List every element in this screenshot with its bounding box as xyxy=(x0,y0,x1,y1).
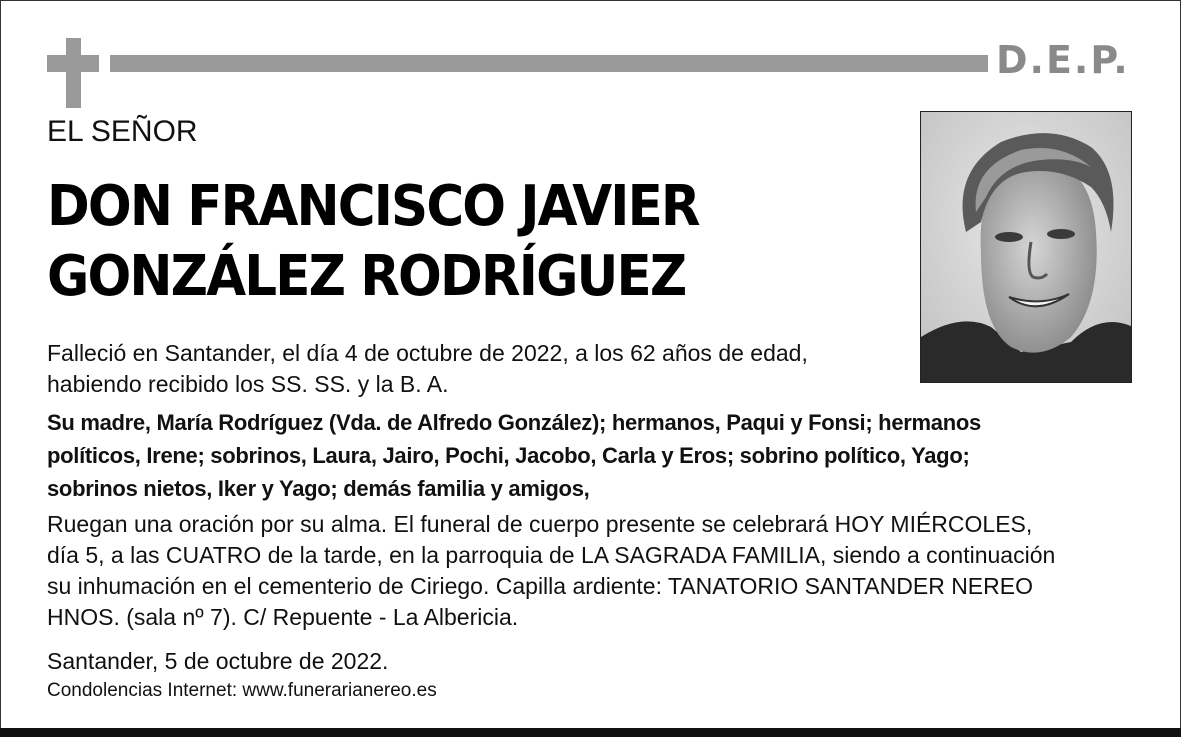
title-prefix: EL SEÑOR xyxy=(47,115,198,148)
funeral-line: día 5, a las CUATRO de la tarde, en la parroquia de LA SAGRADA FAMILIA, siendo a continuación xyxy=(47,542,1056,568)
family-line: Su madre, María Rodríguez (Vda. de Alfredo González); hermanos, Paqui y Fonsi; hermanos xyxy=(47,410,981,435)
funeral-line: HNOS. (sala nº 7). C/ Repuente - La Albericia. xyxy=(47,604,519,630)
family-line: sobrinos nietos, Iker y Yago; demás familia y amigos, xyxy=(47,476,590,501)
place-date: Santander, 5 de octubre de 2022. xyxy=(47,648,389,674)
death-notice xyxy=(47,338,808,400)
funeral-line: su inhumación en el cementerio de Ciriego. Capilla ardiente: TANATORIO SANTANDER NEREO xyxy=(47,573,1033,599)
deceased-name xyxy=(47,172,699,312)
bottom-border xyxy=(0,728,1181,737)
name-line-2: GONZÁLEZ RODRÍGUEZ xyxy=(47,244,686,309)
death-notice-line: Falleció en Santander, el día 4 de octubre de 2022, a los 62 años de edad, xyxy=(47,340,808,366)
death-notice-line: habiendo recibido los SS. SS. y la B. A. xyxy=(47,371,449,397)
condolences-link[interactable]: Condolencias Internet: www.funerarianereo.es xyxy=(47,680,437,701)
family-list xyxy=(47,406,981,505)
header-rule xyxy=(110,55,988,72)
portrait-photo-icon xyxy=(920,111,1132,383)
name-line-1: DON FRANCISCO JAVIER xyxy=(47,174,699,239)
dep-label: D.E.P. xyxy=(996,38,1130,82)
funeral-line: Ruegan una oración por su alma. El funeral de cuerpo presente se celebrará HOY MIÉRCOLES, xyxy=(47,511,1033,537)
family-line: políticos, Irene; sobrinos, Laura, Jairo, Pochi, Jacobo, Carla y Eros; sobrino político, Yago; xyxy=(47,443,970,468)
funeral-details xyxy=(47,509,1055,633)
